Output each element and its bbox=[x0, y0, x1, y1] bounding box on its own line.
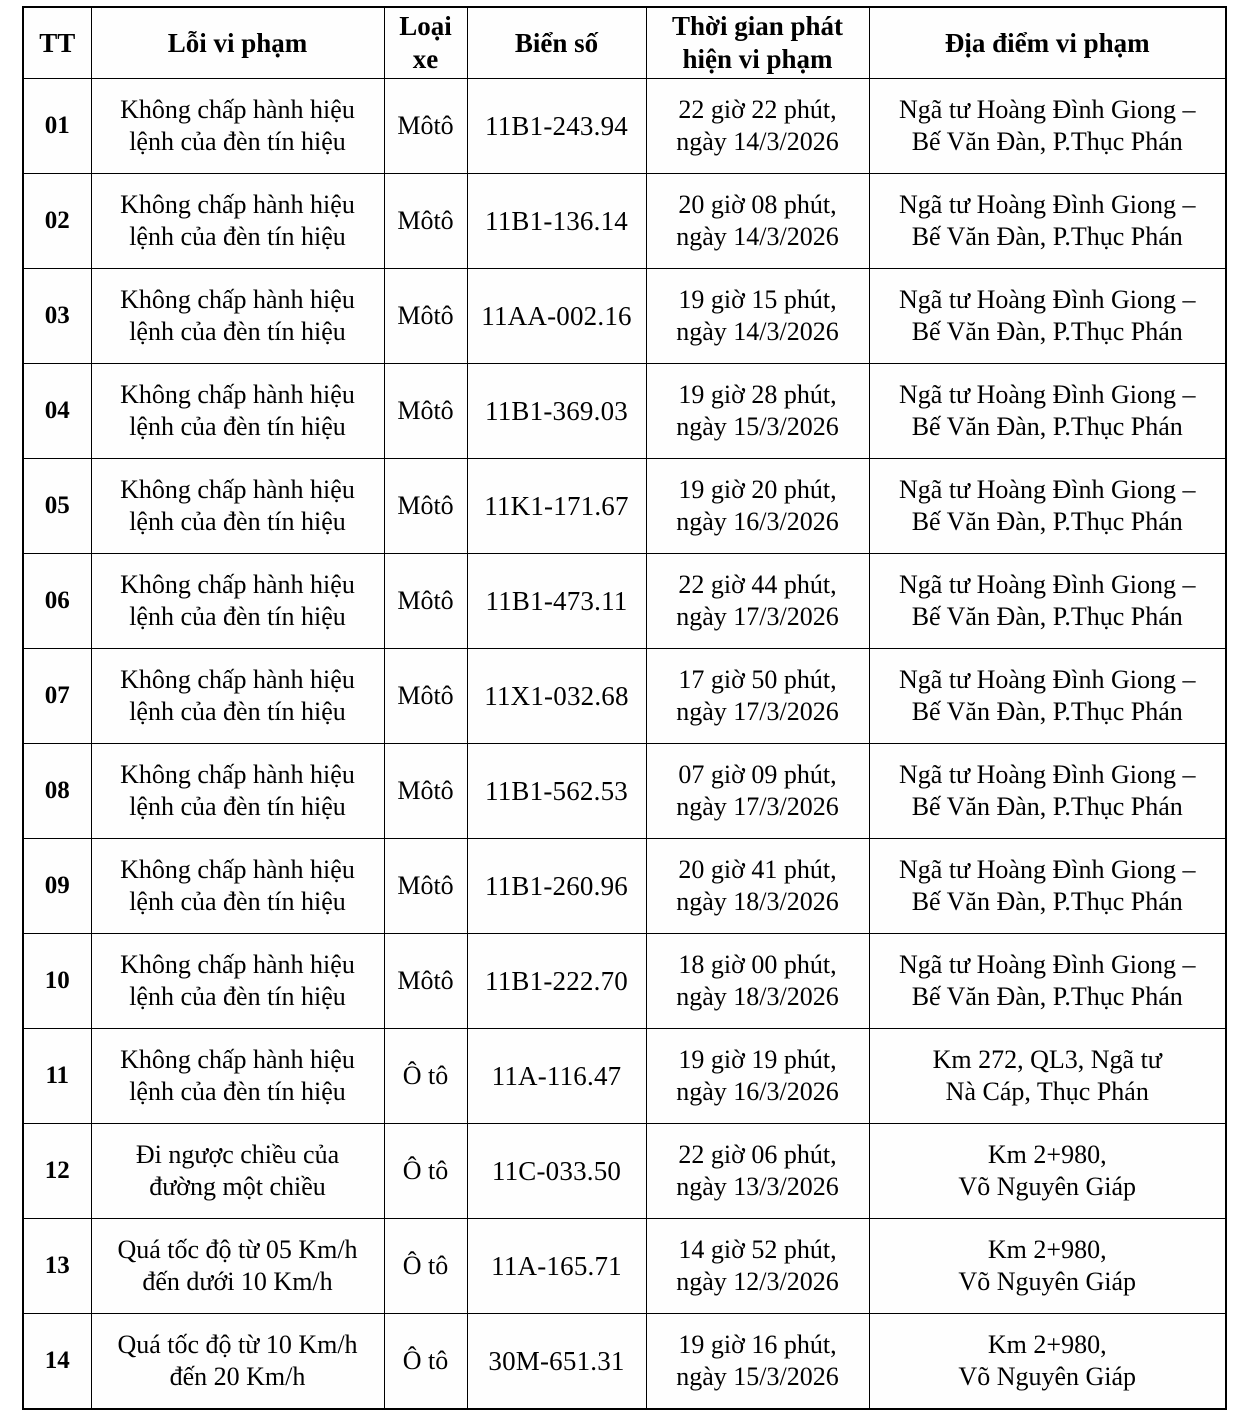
cell-location-line-2: Võ Nguyên Giáp bbox=[958, 1362, 1137, 1391]
cell-location bbox=[869, 649, 1226, 744]
cell-vehicle-type bbox=[384, 174, 467, 269]
cell-vehicle-type bbox=[384, 269, 467, 364]
cell-tt-line-1: 14 bbox=[44, 1346, 70, 1374]
cell-vehicle-type-line-1: Ô tô bbox=[402, 1061, 449, 1091]
cell-tt-line-1: 08 bbox=[44, 776, 70, 804]
cell-violation bbox=[91, 1219, 384, 1314]
cell-plate-number-line-1: 11B1-260.96 bbox=[485, 870, 628, 901]
cell-location-line-1: Km 2+980, bbox=[987, 1140, 1107, 1170]
cell-detection-time bbox=[646, 1219, 869, 1314]
cell-detection-time bbox=[646, 269, 869, 364]
cell-detection-time-line-1: 14 giờ 52 phút, bbox=[678, 1235, 837, 1265]
cell-violation-line-2: lệnh của đèn tín hiệu bbox=[129, 792, 346, 821]
cell-plate-number bbox=[467, 744, 646, 839]
cell-vehicle-type-line-1: Môtô bbox=[397, 396, 454, 426]
cell-detection-time bbox=[646, 744, 869, 839]
cell-tt bbox=[23, 174, 91, 269]
cell-detection-time-line-2: ngày 14/3/2026 bbox=[676, 317, 839, 346]
cell-violation bbox=[91, 1124, 384, 1219]
cell-tt bbox=[23, 934, 91, 1029]
cell-tt-line-1: 02 bbox=[44, 206, 70, 234]
cell-vehicle-type-line-1: Ô tô bbox=[402, 1156, 449, 1186]
cell-location-line-1: Km 272, QL3, Ngã tư bbox=[932, 1045, 1162, 1075]
cell-violation bbox=[91, 839, 384, 934]
table-row bbox=[23, 1219, 1226, 1314]
cell-plate-number-line-1: 30M-651.31 bbox=[488, 1345, 625, 1376]
cell-violation bbox=[91, 554, 384, 649]
cell-location bbox=[869, 269, 1226, 364]
cell-location bbox=[869, 744, 1226, 839]
table-row bbox=[23, 1124, 1226, 1219]
cell-tt-line-1: 13 bbox=[44, 1251, 70, 1279]
cell-vehicle-type bbox=[384, 459, 467, 554]
cell-detection-time-line-2: ngày 16/3/2026 bbox=[676, 1077, 839, 1106]
cell-tt bbox=[23, 1124, 91, 1219]
cell-detection-time bbox=[646, 1314, 869, 1410]
cell-detection-time-line-1: 22 giờ 06 phút, bbox=[678, 1140, 837, 1170]
cell-vehicle-type bbox=[384, 1314, 467, 1410]
cell-violation-line-2: lệnh của đèn tín hiệu bbox=[129, 887, 346, 916]
cell-violation-line-2: lệnh của đèn tín hiệu bbox=[129, 317, 346, 346]
cell-tt-line-1: 04 bbox=[44, 396, 70, 424]
cell-detection-time-line-1: 20 giờ 08 phút, bbox=[678, 190, 837, 220]
cell-location-line-2: Võ Nguyên Giáp bbox=[958, 1172, 1137, 1201]
column-header-detection-time bbox=[646, 7, 869, 79]
cell-plate-number-line-1: 11B1-243.94 bbox=[485, 110, 628, 141]
cell-location bbox=[869, 1029, 1226, 1124]
cell-violation-line-1: Không chấp hành hiệu bbox=[120, 190, 355, 220]
cell-plate-number bbox=[467, 934, 646, 1029]
cell-tt-line-1: 06 bbox=[44, 586, 70, 614]
cell-plate-number bbox=[467, 79, 646, 174]
cell-vehicle-type bbox=[384, 79, 467, 174]
table-row bbox=[23, 839, 1226, 934]
column-header-plate-number bbox=[467, 7, 646, 79]
cell-violation-line-1: Không chấp hành hiệu bbox=[120, 665, 355, 695]
cell-vehicle-type-line-1: Môtô bbox=[397, 301, 454, 331]
cell-location bbox=[869, 554, 1226, 649]
cell-location-line-1: Ngã tư Hoàng Đình Giong – bbox=[899, 760, 1196, 790]
violation-table-container bbox=[22, 6, 1225, 1391]
cell-location-line-1: Ngã tư Hoàng Đình Giong – bbox=[899, 475, 1196, 505]
cell-vehicle-type bbox=[384, 1124, 467, 1219]
column-header-violation-line-1: Lỗi vi phạm bbox=[167, 27, 308, 58]
cell-detection-time bbox=[646, 649, 869, 744]
cell-violation-line-1: Không chấp hành hiệu bbox=[120, 1045, 355, 1075]
cell-detection-time-line-1: 19 giờ 19 phút, bbox=[678, 1045, 837, 1075]
column-header-vehicle-type bbox=[384, 7, 467, 79]
cell-tt bbox=[23, 269, 91, 364]
cell-violation-line-2: lệnh của đèn tín hiệu bbox=[129, 982, 346, 1011]
cell-detection-time-line-1: 17 giờ 50 phút, bbox=[678, 665, 837, 695]
table-body bbox=[23, 79, 1226, 1410]
cell-location-line-1: Km 2+980, bbox=[987, 1330, 1107, 1360]
cell-violation-line-2: lệnh của đèn tín hiệu bbox=[129, 222, 346, 251]
cell-violation bbox=[91, 364, 384, 459]
column-header-tt-line-1: TT bbox=[39, 27, 76, 58]
cell-detection-time-line-1: 20 giờ 41 phút, bbox=[678, 855, 837, 885]
cell-violation-line-2: đến dưới 10 Km/h bbox=[142, 1267, 333, 1296]
cell-violation-line-1: Không chấp hành hiệu bbox=[120, 570, 355, 600]
cell-plate-number bbox=[467, 839, 646, 934]
cell-plate-number-line-1: 11X1-032.68 bbox=[484, 680, 629, 711]
cell-detection-time-line-1: 07 giờ 09 phút, bbox=[678, 760, 837, 790]
cell-detection-time-line-1: 19 giờ 15 phút, bbox=[678, 285, 837, 315]
cell-location bbox=[869, 364, 1226, 459]
cell-detection-time-line-1: 22 giờ 44 phút, bbox=[678, 570, 837, 600]
cell-plate-number bbox=[467, 459, 646, 554]
cell-vehicle-type-line-1: Môtô bbox=[397, 111, 454, 141]
cell-plate-number bbox=[467, 1314, 646, 1410]
cell-detection-time-line-2: ngày 17/3/2026 bbox=[676, 697, 839, 726]
cell-violation-line-2: lệnh của đèn tín hiệu bbox=[129, 1077, 346, 1106]
column-header-detection-time-line-2: hiện vi phạm bbox=[682, 44, 833, 74]
table-row bbox=[23, 364, 1226, 459]
cell-plate-number-line-1: 11B1-222.70 bbox=[485, 965, 628, 996]
cell-plate-number-line-1: 11AA-002.16 bbox=[481, 300, 632, 331]
column-header-vehicle-type-line-2: xe bbox=[412, 44, 439, 74]
cell-violation bbox=[91, 1029, 384, 1124]
cell-location-line-2: Nà Cáp, Thục Phán bbox=[945, 1077, 1149, 1106]
cell-plate-number-line-1: 11B1-562.53 bbox=[485, 775, 628, 806]
cell-tt bbox=[23, 364, 91, 459]
column-header-vehicle-type-line-1: Loại bbox=[399, 11, 452, 42]
table-row bbox=[23, 649, 1226, 744]
table-row bbox=[23, 269, 1226, 364]
cell-plate-number bbox=[467, 1219, 646, 1314]
cell-violation-line-1: Quá tốc độ từ 10 Km/h bbox=[117, 1330, 358, 1360]
cell-detection-time-line-1: 19 giờ 20 phút, bbox=[678, 475, 837, 505]
cell-tt-line-1: 03 bbox=[44, 301, 70, 329]
table-row bbox=[23, 459, 1226, 554]
cell-plate-number bbox=[467, 364, 646, 459]
cell-detection-time bbox=[646, 174, 869, 269]
cell-vehicle-type bbox=[384, 554, 467, 649]
cell-tt-line-1: 10 bbox=[44, 966, 70, 994]
cell-tt bbox=[23, 79, 91, 174]
cell-vehicle-type bbox=[384, 1029, 467, 1124]
cell-tt-line-1: 11 bbox=[45, 1061, 70, 1089]
cell-plate-number-line-1: 11C-033.50 bbox=[491, 1155, 622, 1186]
cell-plate-number-line-1: 11A-165.71 bbox=[491, 1250, 622, 1281]
cell-violation bbox=[91, 174, 384, 269]
cell-tt-line-1: 01 bbox=[44, 111, 70, 139]
column-header-location bbox=[869, 7, 1226, 79]
cell-violation bbox=[91, 1314, 384, 1410]
cell-vehicle-type-line-1: Môtô bbox=[397, 491, 454, 521]
cell-location-line-2: Bế Văn Đàn, P.Thục Phán bbox=[911, 982, 1183, 1011]
column-header-detection-time-line-1: Thời gian phát bbox=[671, 11, 844, 42]
cell-location-line-2: Bế Văn Đàn, P.Thục Phán bbox=[911, 697, 1183, 726]
cell-detection-time bbox=[646, 934, 869, 1029]
cell-detection-time bbox=[646, 459, 869, 554]
cell-violation-line-1: Không chấp hành hiệu bbox=[120, 380, 355, 410]
table-row bbox=[23, 1029, 1226, 1124]
cell-violation-line-2: lệnh của đèn tín hiệu bbox=[129, 412, 346, 441]
cell-plate-number-line-1: 11B1-369.03 bbox=[485, 395, 628, 426]
cell-violation-line-1: Không chấp hành hiệu bbox=[120, 760, 355, 790]
cell-tt bbox=[23, 744, 91, 839]
cell-location-line-2: Bế Văn Đàn, P.Thục Phán bbox=[911, 887, 1183, 916]
cell-location-line-1: Ngã tư Hoàng Đình Giong – bbox=[899, 285, 1196, 315]
table-row bbox=[23, 174, 1226, 269]
cell-violation-line-1: Không chấp hành hiệu bbox=[120, 95, 355, 125]
cell-vehicle-type bbox=[384, 364, 467, 459]
cell-detection-time-line-2: ngày 15/3/2026 bbox=[676, 412, 839, 441]
cell-violation bbox=[91, 744, 384, 839]
cell-plate-number bbox=[467, 174, 646, 269]
cell-location-line-1: Ngã tư Hoàng Đình Giong – bbox=[899, 855, 1196, 885]
cell-vehicle-type-line-1: Ô tô bbox=[402, 1251, 449, 1281]
table-header bbox=[23, 7, 1226, 79]
column-header-location-line-1: Địa điểm vi phạm bbox=[944, 27, 1150, 58]
cell-vehicle-type bbox=[384, 649, 467, 744]
cell-violation-line-2: lệnh của đèn tín hiệu bbox=[129, 127, 346, 156]
cell-vehicle-type-line-1: Môtô bbox=[397, 681, 454, 711]
cell-vehicle-type-line-1: Môtô bbox=[397, 776, 454, 806]
table-row bbox=[23, 744, 1226, 839]
cell-detection-time-line-1: 19 giờ 16 phút, bbox=[678, 1330, 837, 1360]
cell-violation-line-2: lệnh của đèn tín hiệu bbox=[129, 507, 346, 536]
cell-location-line-2: Bế Văn Đàn, P.Thục Phán bbox=[911, 127, 1183, 156]
cell-tt-line-1: 12 bbox=[44, 1156, 70, 1184]
cell-detection-time-line-2: ngày 18/3/2026 bbox=[676, 982, 839, 1011]
cell-violation-line-2: đường một chiều bbox=[149, 1172, 326, 1201]
cell-violation-line-1: Quá tốc độ từ 05 Km/h bbox=[117, 1235, 358, 1265]
cell-violation bbox=[91, 79, 384, 174]
cell-vehicle-type-line-1: Môtô bbox=[397, 586, 454, 616]
cell-location bbox=[869, 1219, 1226, 1314]
cell-tt bbox=[23, 459, 91, 554]
cell-detection-time bbox=[646, 554, 869, 649]
cell-location-line-1: Ngã tư Hoàng Đình Giong – bbox=[899, 95, 1196, 125]
cell-plate-number-line-1: 11B1-473.11 bbox=[485, 585, 628, 616]
table-row bbox=[23, 554, 1226, 649]
cell-vehicle-type-line-1: Môtô bbox=[397, 206, 454, 236]
cell-violation-line-1: Không chấp hành hiệu bbox=[120, 285, 355, 315]
column-header-tt bbox=[23, 7, 91, 79]
column-header-violation bbox=[91, 7, 384, 79]
cell-plate-number bbox=[467, 269, 646, 364]
cell-violation-line-1: Không chấp hành hiệu bbox=[120, 855, 355, 885]
cell-detection-time bbox=[646, 364, 869, 459]
cell-vehicle-type bbox=[384, 1219, 467, 1314]
violation-table bbox=[22, 6, 1227, 1410]
cell-location-line-1: Km 2+980, bbox=[987, 1235, 1107, 1265]
cell-vehicle-type bbox=[384, 839, 467, 934]
cell-detection-time-line-2: ngày 12/3/2026 bbox=[676, 1267, 839, 1296]
cell-tt-line-1: 05 bbox=[44, 491, 70, 519]
cell-detection-time-line-2: ngày 14/3/2026 bbox=[676, 222, 839, 251]
cell-location-line-2: Bế Văn Đàn, P.Thục Phán bbox=[911, 602, 1183, 631]
cell-location-line-2: Bế Văn Đàn, P.Thục Phán bbox=[911, 412, 1183, 441]
cell-violation-line-1: Đi ngược chiều của bbox=[135, 1140, 340, 1170]
cell-location-line-2: Võ Nguyên Giáp bbox=[958, 1267, 1137, 1296]
cell-violation bbox=[91, 934, 384, 1029]
cell-detection-time-line-1: 22 giờ 22 phút, bbox=[678, 95, 837, 125]
cell-plate-number-line-1: 11B1-136.14 bbox=[485, 205, 628, 236]
cell-location-line-2: Bế Văn Đàn, P.Thục Phán bbox=[911, 507, 1183, 536]
cell-location bbox=[869, 839, 1226, 934]
cell-detection-time-line-2: ngày 14/3/2026 bbox=[676, 127, 839, 156]
cell-tt-line-1: 09 bbox=[44, 871, 70, 899]
cell-location bbox=[869, 1314, 1226, 1410]
cell-plate-number bbox=[467, 649, 646, 744]
cell-detection-time bbox=[646, 839, 869, 934]
cell-vehicle-type-line-1: Ô tô bbox=[402, 1346, 449, 1376]
table-row bbox=[23, 934, 1226, 1029]
cell-violation bbox=[91, 459, 384, 554]
header-row bbox=[23, 7, 1226, 79]
cell-violation bbox=[91, 269, 384, 364]
cell-plate-number bbox=[467, 1124, 646, 1219]
cell-violation-line-2: đến 20 Km/h bbox=[169, 1362, 306, 1391]
cell-location-line-1: Ngã tư Hoàng Đình Giong – bbox=[899, 950, 1196, 980]
cell-detection-time-line-2: ngày 17/3/2026 bbox=[676, 792, 839, 821]
cell-detection-time-line-2: ngày 18/3/2026 bbox=[676, 887, 839, 916]
cell-plate-number-line-1: 11K1-171.67 bbox=[484, 490, 629, 521]
cell-location-line-1: Ngã tư Hoàng Đình Giong – bbox=[899, 190, 1196, 220]
cell-vehicle-type bbox=[384, 744, 467, 839]
cell-vehicle-type-line-1: Môtô bbox=[397, 966, 454, 996]
cell-vehicle-type-line-1: Môtô bbox=[397, 871, 454, 901]
cell-location bbox=[869, 1124, 1226, 1219]
cell-plate-number bbox=[467, 554, 646, 649]
cell-location-line-1: Ngã tư Hoàng Đình Giong – bbox=[899, 665, 1196, 695]
cell-detection-time-line-1: 18 giờ 00 phút, bbox=[678, 950, 837, 980]
cell-tt bbox=[23, 649, 91, 744]
cell-location-line-1: Ngã tư Hoàng Đình Giong – bbox=[899, 380, 1196, 410]
cell-location bbox=[869, 934, 1226, 1029]
cell-tt bbox=[23, 839, 91, 934]
cell-detection-time bbox=[646, 1124, 869, 1219]
cell-location-line-2: Bế Văn Đàn, P.Thục Phán bbox=[911, 792, 1183, 821]
cell-violation bbox=[91, 649, 384, 744]
cell-location-line-1: Ngã tư Hoàng Đình Giong – bbox=[899, 570, 1196, 600]
table-row bbox=[23, 79, 1226, 174]
cell-location-line-2: Bế Văn Đàn, P.Thục Phán bbox=[911, 317, 1183, 346]
cell-detection-time bbox=[646, 1029, 869, 1124]
cell-detection-time-line-2: ngày 13/3/2026 bbox=[676, 1172, 839, 1201]
cell-detection-time bbox=[646, 79, 869, 174]
cell-violation-line-1: Không chấp hành hiệu bbox=[120, 475, 355, 505]
cell-detection-time-line-1: 19 giờ 28 phút, bbox=[678, 380, 837, 410]
cell-detection-time-line-2: ngày 17/3/2026 bbox=[676, 602, 839, 631]
cell-tt bbox=[23, 1219, 91, 1314]
cell-location-line-2: Bế Văn Đàn, P.Thục Phán bbox=[911, 222, 1183, 251]
cell-detection-time-line-2: ngày 16/3/2026 bbox=[676, 507, 839, 536]
cell-plate-number-line-1: 11A-116.47 bbox=[491, 1060, 622, 1091]
column-header-plate-number-line-1: Biển số bbox=[514, 27, 599, 58]
cell-tt bbox=[23, 1029, 91, 1124]
cell-violation-line-1: Không chấp hành hiệu bbox=[120, 950, 355, 980]
cell-location bbox=[869, 459, 1226, 554]
cell-tt-line-1: 07 bbox=[44, 681, 70, 709]
cell-location bbox=[869, 174, 1226, 269]
cell-plate-number bbox=[467, 1029, 646, 1124]
cell-tt bbox=[23, 1314, 91, 1410]
cell-vehicle-type bbox=[384, 934, 467, 1029]
cell-tt bbox=[23, 554, 91, 649]
table-row bbox=[23, 1314, 1226, 1410]
cell-detection-time-line-2: ngày 15/3/2026 bbox=[676, 1362, 839, 1391]
cell-violation-line-2: lệnh của đèn tín hiệu bbox=[129, 602, 346, 631]
cell-violation-line-2: lệnh của đèn tín hiệu bbox=[129, 697, 346, 726]
cell-location bbox=[869, 79, 1226, 174]
